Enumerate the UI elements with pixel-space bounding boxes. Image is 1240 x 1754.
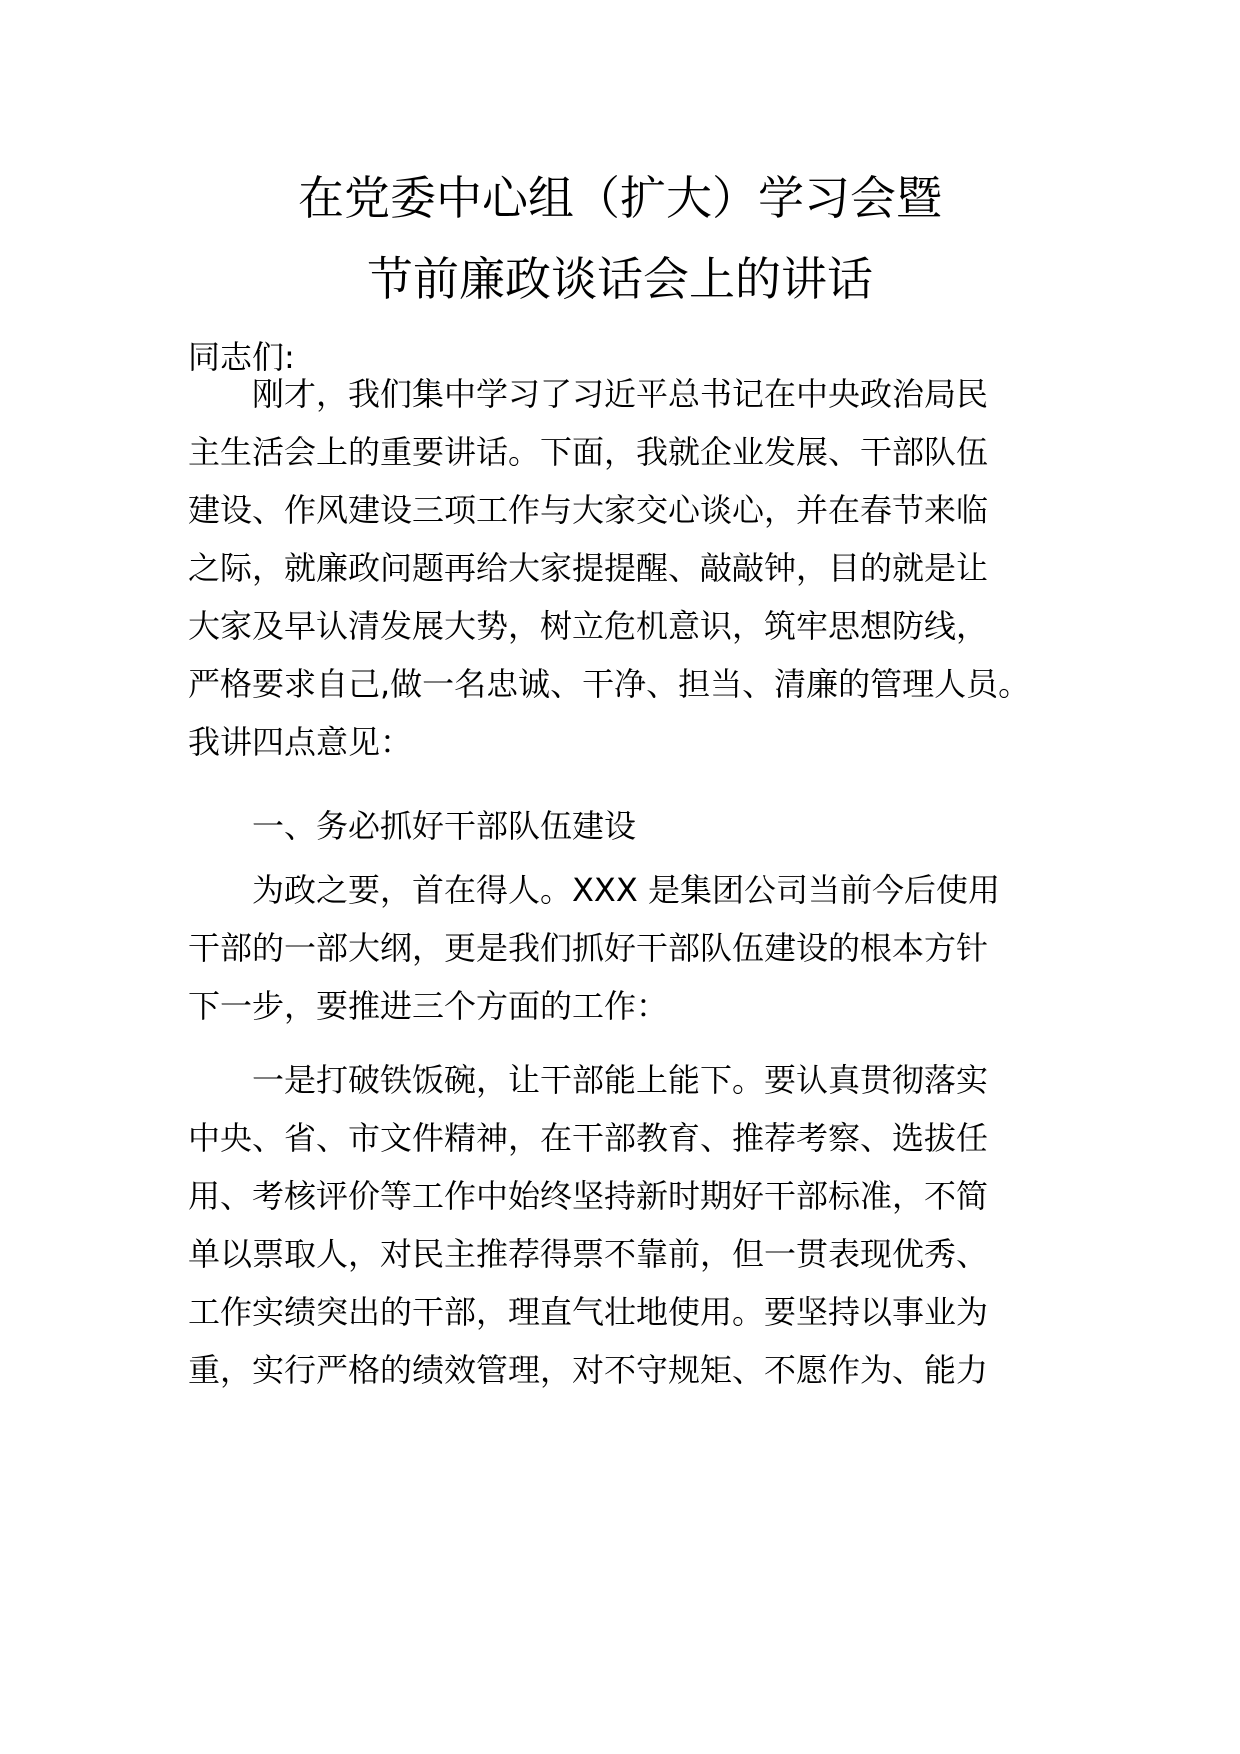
paragraph-3-line-3: 用、考核评价等工作中始终坚持新时期好干部标准，不简 — [188, 1177, 989, 1215]
paragraph-3-line-2: 中央、省、市文件精神，在干部教育、推荐考察、选拔任 — [188, 1119, 989, 1157]
paragraph-3-line-1: 一是打破铁饭碗，让干部能上能下。要认真贯彻落实 — [252, 1061, 989, 1099]
paragraph-2-line-3: 下一步，要推进三个方面的工作： — [188, 987, 669, 1025]
document-title-line-2: 节前廉政谈话会上的讲话 — [367, 252, 873, 306]
paragraph-3-line-5: 工作实绩突出的干部，理直气壮地使用。要坚持以事业为 — [188, 1293, 989, 1331]
salutation: 同志们: — [188, 338, 295, 376]
document-title-line-1: 在党委中心组（扩大）学习会暨 — [298, 171, 942, 225]
paragraph-1-line-7: 我讲四点意见： — [188, 723, 413, 761]
paragraph-1-line-6: 严格要求自己,做一名忠诚、干净、担当、清廉的管理人员。 — [188, 665, 1031, 703]
paragraph-3-line-4: 单以票取人，对民主推荐得票不靠前，但一贯表现优秀、 — [188, 1235, 989, 1273]
paragraph-1-line-1: 刚才，我们集中学习了习近平总书记在中央政治局民 — [252, 375, 989, 413]
section-1-heading: 一、务必抓好干部队伍建设 — [252, 807, 637, 845]
paragraph-1-line-5: 大家及早认清发展大势，树立危机意识，筑牢思想防线， — [188, 607, 989, 645]
paragraph-1-line-3: 建设、作风建设三项工作与大家交心谈心，并在春节来临 — [188, 491, 989, 529]
paragraph-3-line-6: 重，实行严格的绩效管理，对不守规矩、不愿作为、能力 — [188, 1351, 989, 1389]
paragraph-2-line-2: 干部的一部大纲，更是我们抓好干部队伍建设的根本方针 — [188, 929, 989, 967]
paragraph-1-line-4: 之际，就廉政问题再给大家提提醒、敲敲钟，目的就是让 — [188, 549, 989, 587]
paragraph-1-line-2: 主生活会上的重要讲话。下面，我就企业发展、干部队伍 — [188, 433, 989, 471]
paragraph-2-line-1: 为政之要，首在得人。XXX 是集团公司当前今后使用 — [252, 871, 1000, 909]
